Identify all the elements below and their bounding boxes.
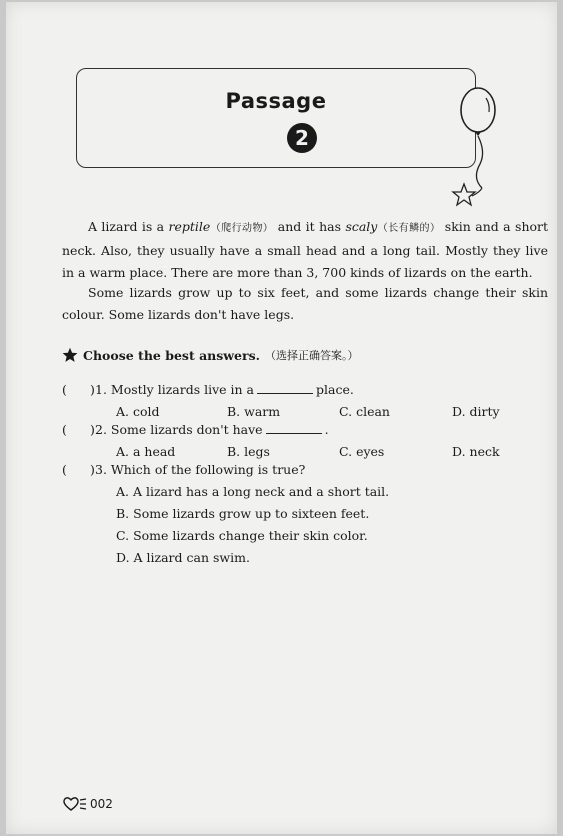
question-1 (62, 380, 542, 400)
vocab-gloss: （长有鳞的） (377, 223, 441, 234)
answer-paren-close[interactable]: ) (90, 462, 95, 477)
option-b[interactable]: B. Some lizards grow up to sixteen feet. (116, 506, 370, 521)
question-stem (95, 380, 354, 400)
question-3 (62, 460, 542, 480)
option-b[interactable]: B. warm (227, 404, 281, 419)
option-a[interactable]: A. cold (116, 404, 160, 419)
passage-text: skin and a short neck. Also, they usually have a small head and a long tail. Mostly they live in a warm place. There are more than 3, 700 kinds of lizards on the earth. (62, 219, 549, 280)
page (6, 2, 557, 834)
question-stem-start: 2. Some lizards don't have (95, 422, 263, 437)
answer-paren-close[interactable]: ) (90, 422, 95, 437)
option-a[interactable]: A. A lizard has a long neck and a short tail. (116, 484, 390, 499)
option-d[interactable]: D. dirty (452, 404, 500, 419)
question-stem-start: 1. Mostly lizards live in a (95, 382, 254, 397)
answer-paren-open[interactable]: ( (62, 422, 67, 437)
option-a[interactable]: A. a head (116, 444, 176, 459)
passage-paragraph-2: Some lizards grow up to six feet, and some lizards change their skin colour. Some lizards don't have legs. (62, 285, 548, 322)
question-stem-end: place. (316, 382, 354, 397)
balloon-icon (442, 84, 512, 214)
answer-blank[interactable] (266, 421, 322, 434)
answer-paren-close[interactable]: ) (90, 382, 95, 397)
option-b[interactable]: B. legs (227, 444, 270, 459)
option-c[interactable]: C. eyes (339, 444, 385, 459)
vocab-word: scaly (345, 219, 378, 234)
instructions-zh: （选择正确答案。） (265, 349, 359, 362)
answer-blank[interactable] (257, 381, 313, 394)
vocab-word: reptile (168, 219, 211, 234)
page-number: 002 (90, 797, 113, 811)
page-footer (62, 796, 113, 812)
instructions (62, 347, 359, 363)
option-d[interactable]: D. neck (452, 444, 500, 459)
heart-icon (62, 796, 88, 812)
passage-number-badge: 2 (287, 123, 317, 153)
option-c[interactable]: C. Some lizards change their skin color. (116, 528, 368, 543)
passage-paragraph-1 (62, 216, 548, 284)
question-stem-end: . (324, 422, 329, 437)
answer-paren-open[interactable]: ( (62, 382, 67, 397)
star-icon (62, 347, 78, 363)
passage-header-box (76, 68, 476, 168)
question-stem (95, 420, 329, 440)
option-c[interactable]: C. clean (339, 404, 390, 419)
vocab-gloss: （爬行动物） (210, 223, 274, 234)
question-2 (62, 420, 542, 440)
passage-text: A lizard is a (88, 219, 169, 234)
passage-title: Passage (225, 89, 327, 113)
question-stem: 3. Which of the following is true? (95, 462, 306, 477)
passage-text: and it has (273, 219, 346, 234)
option-d[interactable]: D. A lizard can swim. (116, 550, 250, 565)
answer-paren-open[interactable]: ( (62, 462, 67, 477)
instructions-text: Choose the best answers. (83, 347, 260, 363)
